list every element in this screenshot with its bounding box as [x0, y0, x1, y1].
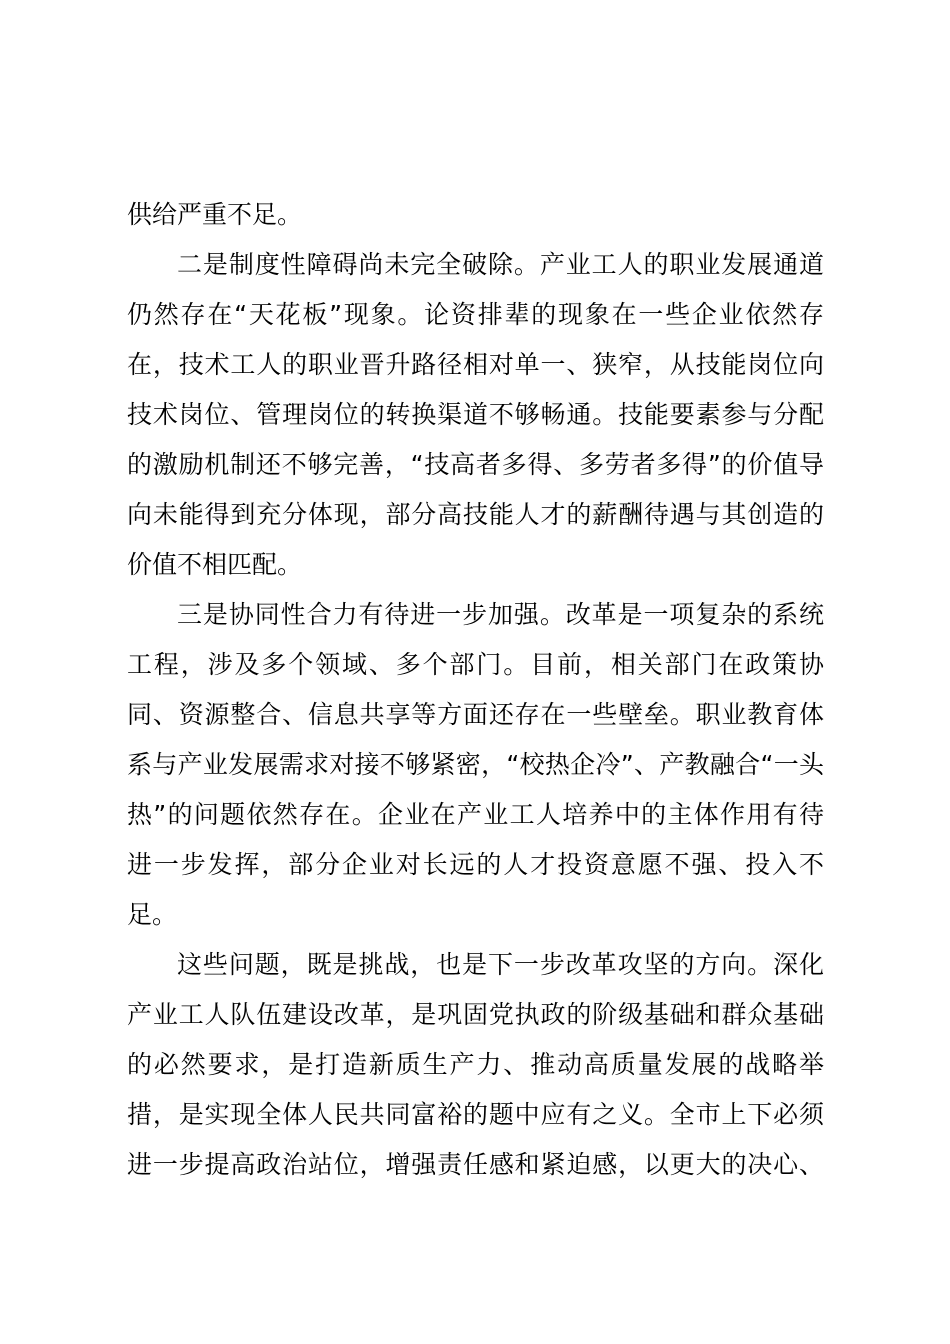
document-body	[127, 190, 824, 1190]
text-line: 的激励机制还不够完善，“技高者多得、多劳者多得”的价值导	[127, 450, 824, 479]
text-line: 向未能得到充分体现，部分高技能人才的薪酬待遇与其创造的	[127, 500, 824, 529]
text-line: 进一步提高政治站位，增强责任感和紧迫感，以更大的决心、	[127, 1150, 824, 1179]
text-line: 技术岗位、管理岗位的转换渠道不够畅通。技能要素参与分配	[127, 400, 824, 429]
text-line: 产业工人队伍建设改革，是巩固党执政的阶级基础和群众基础	[127, 1000, 824, 1029]
text-line: 热”的问题依然存在。企业在产业工人培养中的主体作用有待	[127, 800, 824, 829]
paragraph-supply-shortage-end	[127, 190, 824, 240]
paragraph-conclusion	[127, 940, 824, 1190]
text-line: 系与产业发展需求对接不够紧密，“校热企冷”、产教融合“一头	[127, 750, 824, 779]
text-line: 进一步发挥，部分企业对长远的人才投资意愿不强、投入不	[127, 850, 824, 879]
text-line: 工程，涉及多个领域、多个部门。目前，相关部门在政策协	[127, 650, 824, 679]
text-line: 在，技术工人的职业晋升路径相对单一、狭窄，从技能岗位向	[127, 350, 824, 379]
text-line: 价值不相匹配。	[127, 550, 303, 579]
text-line: 措，是实现全体人民共同富裕的题中应有之义。全市上下必须	[127, 1100, 824, 1129]
text-line: 二是制度性障碍尚未完全破除。产业工人的职业发展通道	[177, 250, 824, 279]
text-line: 足。	[127, 900, 178, 929]
text-line: 同、资源整合、信息共享等方面还存在一些壁垒。职业教育体	[127, 700, 824, 729]
text-line: 这些问题，既是挑战，也是下一步改革攻坚的方向。深化	[177, 950, 824, 979]
text-line: 三是协同性合力有待进一步加强。改革是一项复杂的系统	[177, 600, 824, 629]
text-line: 供给严重不足。	[127, 200, 303, 229]
text-line: 仍然存在“天花板”现象。论资排辈的现象在一些企业依然存	[127, 300, 824, 329]
paragraph-institutional-barriers	[127, 240, 824, 590]
paragraph-coordination	[127, 590, 824, 940]
text-line: 的必然要求，是打造新质生产力、推动高质量发展的战略举	[127, 1050, 824, 1079]
